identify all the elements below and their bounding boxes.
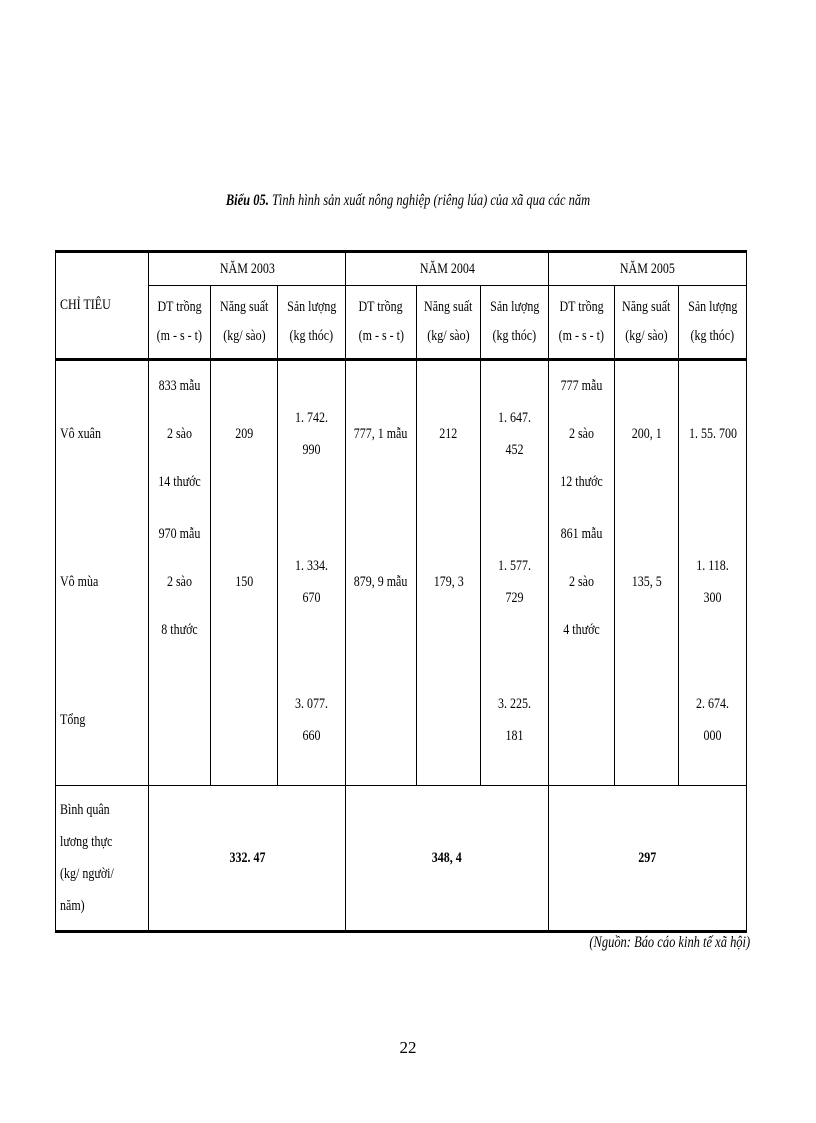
subheader-area: DT trồng (m - s - t) (346, 286, 417, 360)
row-label-vo-mua: Vô mùa (56, 508, 149, 656)
area-cell: 970 mẫu 2 sào 8 thước (149, 508, 211, 656)
subheader-output: Sản lượng (kg thóc) (679, 286, 747, 360)
empty-cell (211, 656, 278, 786)
subheader-area: DT trồng (m - s - t) (149, 286, 211, 360)
area-cell: 861 mẫu 2 sào 4 thước (549, 508, 615, 656)
output-cell: 1. 118. 300 (679, 508, 747, 656)
caption-label: Biểu 05. (225, 192, 269, 209)
yield-cell: 200, 1 (615, 360, 679, 508)
year-2003-header: NĂM 2003 (149, 252, 346, 286)
subheader-output: Sản lượng (kg thóc) (278, 286, 346, 360)
area-cell: 777, 1 mẫu (346, 360, 417, 508)
agriculture-table (55, 250, 747, 933)
year-2004-header: NĂM 2004 (346, 252, 549, 286)
empty-cell (149, 656, 211, 786)
output-cell: 1. 577. 729 (481, 508, 549, 656)
row-label-vo-xuan: Vô xuân (56, 360, 149, 508)
caption-text: Tình hình sản xuất nông nghiệp (riêng lúa) của xã qua các năm (268, 192, 591, 209)
output-cell: 3. 077. 660 (278, 656, 346, 786)
output-cell: 1. 55. 700 (679, 360, 747, 508)
output-cell: 2. 674. 000 (679, 656, 747, 786)
empty-cell (346, 656, 417, 786)
indicator-header: CHỈ TIÊU (56, 252, 149, 360)
yield-cell: 135, 5 (615, 508, 679, 656)
area-cell: 833 mẫu 2 sào 14 thước (149, 360, 211, 508)
output-cell: 1. 742. 990 (278, 360, 346, 508)
row-label-binh-quan: Bình quân lương thực (kg/ người/ năm) (56, 786, 149, 932)
table-row (56, 656, 747, 786)
yield-cell: 212 (417, 360, 481, 508)
empty-cell (549, 656, 615, 786)
subheader-yield: Năng suất (kg/ sào) (211, 286, 278, 360)
subheader-yield: Năng suất (kg/ sào) (417, 286, 481, 360)
area-cell: 879, 9 mẫu (346, 508, 417, 656)
output-cell: 1. 334. 670 (278, 508, 346, 656)
empty-cell (615, 656, 679, 786)
area-cell: 777 mẫu 2 sào 12 thước (549, 360, 615, 508)
subheader-area: DT trồng (m - s - t) (549, 286, 615, 360)
table-caption (90, 192, 726, 210)
output-cell: 1. 647. 452 (481, 360, 549, 508)
empty-cell (417, 656, 481, 786)
subheader-output: Sản lượng (kg thóc) (481, 286, 549, 360)
page-number: 22 (399, 1038, 417, 1057)
avg-food-2005: 297 (549, 786, 747, 932)
source-note: (Nguồn: Báo cáo kinh tế xã hội) (589, 934, 750, 951)
table-row (56, 508, 747, 656)
output-cell: 3. 225. 181 (481, 656, 549, 786)
table-row (56, 786, 747, 932)
yield-cell: 150 (211, 508, 278, 656)
year-2005-header: NĂM 2005 (549, 252, 747, 286)
subheader-yield: Năng suất (kg/ sào) (615, 286, 679, 360)
yield-cell: 209 (211, 360, 278, 508)
avg-food-2003: 332. 47 (149, 786, 346, 932)
yield-cell: 179, 3 (417, 508, 481, 656)
avg-food-2004: 348, 4 (346, 786, 549, 932)
row-label-tong: Tổng (56, 656, 149, 786)
table-row (56, 360, 747, 508)
